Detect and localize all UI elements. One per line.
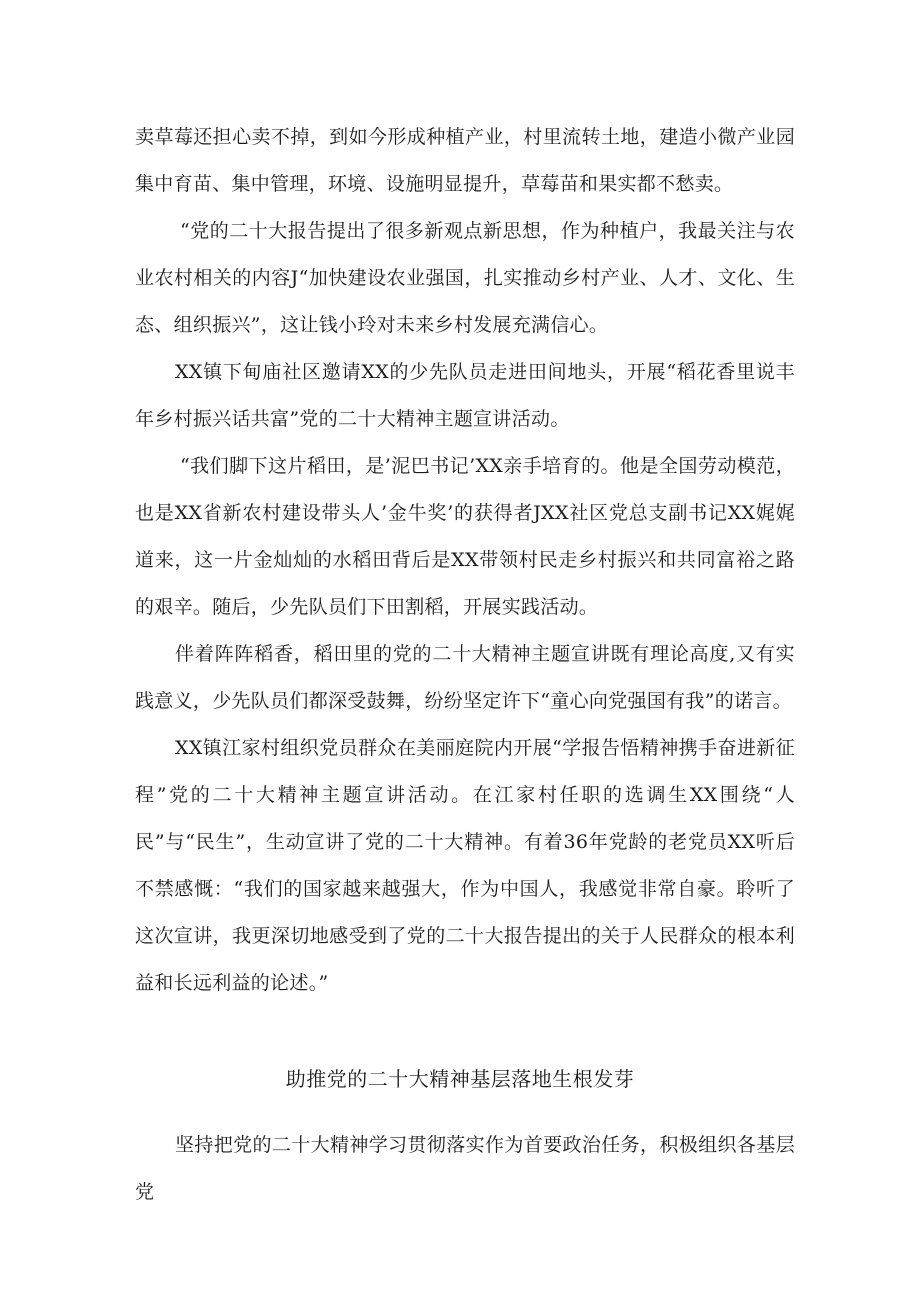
paragraph-closing: 坚持把党的二十大精神学习贯彻落实作为首要政治任务，积极组织各基层党: [135, 1134, 795, 1203]
paragraph-pledge: 伴着阵阵稻香，稻田里的党的二十大精神主题宣讲既有理论高度,又有实践意义，少先队员们都深受鼓舞，纷纷坚定许下“童心向党强国有我”的诺言。: [135, 643, 795, 712]
paragraph-community-event: XX镇下甸庙社区邀请XX的少先队员走进田间地头，开展“稻花香里说丰年乡村振兴话共富”党的二十大精神主题宣讲活动。: [135, 361, 795, 430]
paragraph-jiangjia-village: XX镇江家村组织党员群众在美丽庭院内开展“学报告悟精神携手奋进新征程”党的二十大精神主题宣讲活动。在江家村任职的选调生XX围绕“人民”与“民生”，生动宣讲了党的二十大精神。有着36年党龄的老党员XX听后不禁感慨：“我们的国家越来越强大，作为中国人，我感觉非常自豪。聆听了这次宣讲，我更深切地感受到了党的二十大报告提出的关于人民群众的根本利益和长远利益的论述。”: [135, 737, 795, 994]
paragraph-grower-quote: “党的二十大报告提出了很多新观点新思想，作为种植户，我最关注与农业农村相关的内容J“加快建设农业强国，扎实推动乡村产业、人才、文化、生态、组织振兴”，这让钱小玲对未来乡村发展充满信心。: [135, 220, 795, 336]
paragraph-rice-field-quote: “我们脚下这片稻田，是’泥巴书记’XX亲手培育的。他是全国劳动模范，也是XX省新农村建设带头人’金牛奖’的获得者JXX社区党总支副书记XX娓娓道来，这一片金灿灿的水稻田背后是XX带领村民走乡村振兴和共同富裕之路的艰辛。随后，少先队员们下田割稻，开展实践活动。: [135, 455, 795, 618]
section-heading: 助推党的二十大精神基层落地生根发芽: [285, 1067, 635, 1091]
paragraph-strawberry-industry: 卖草莓还担心卖不掉，到如今形成种植产业，村里流转土地，建造小微产业园集中育苗、集中管理，环境、设施明显提升，草莓苗和果实都不愁卖。: [135, 126, 795, 195]
